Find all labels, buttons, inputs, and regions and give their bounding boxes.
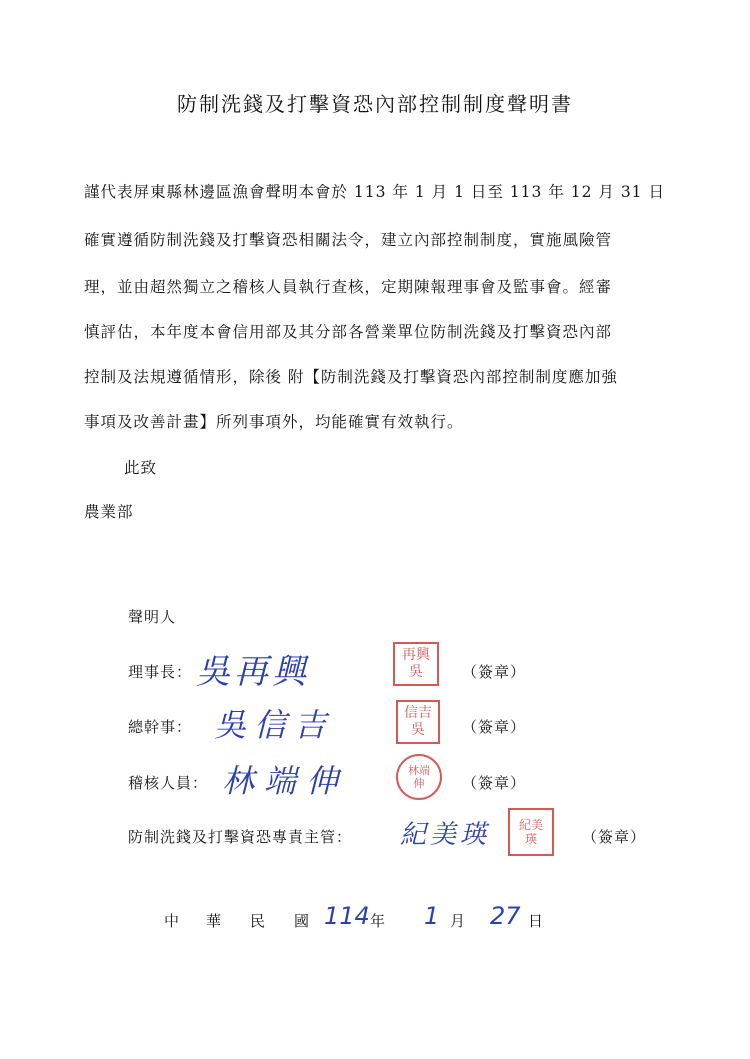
date-era-char-4: 國 xyxy=(294,912,310,930)
body-line-2: 確實遵循防制洗錢及打擊資恐相關法令，建立內部控制制度，實施風險管 xyxy=(84,231,613,249)
general-manager-seal-stamp xyxy=(396,700,440,744)
date-day-handwritten: 27 xyxy=(490,902,521,930)
general-manager-signature: 吳信吉 xyxy=(214,706,335,744)
aml-officer-label: 防制洗錢及打擊資恐專責主管： xyxy=(128,828,353,846)
body-line-3: 理，並由超然獨立之稽核人員執行查核，定期陳報理事會及監事會。經審 xyxy=(84,278,613,296)
auditor-stamp-note: （簽章） xyxy=(462,774,527,792)
body-line-1: 謹代表屏東縣林邊區漁會聲明本會於 113 年 1 月 1 日至 113 年 12 月 31 日 xyxy=(84,183,665,201)
date-year-unit: 年 xyxy=(370,912,386,930)
auditor-label: 稽核人員： xyxy=(128,774,209,792)
general-manager-label: 總幹事： xyxy=(128,718,193,736)
date-month-unit: 月 xyxy=(450,912,466,930)
body-line-6: 事項及改善計畫】所列事項外，均能確實有效執行。 xyxy=(84,413,464,431)
auditor-seal-text: 林端伸 xyxy=(408,764,430,790)
chairman-stamp-note: （簽章） xyxy=(462,663,527,681)
aml-officer-seal-text: 紀美瑛 xyxy=(518,818,543,846)
auditor-signature: 林端伸 xyxy=(222,762,349,800)
declarant-label: 聲明人 xyxy=(128,608,177,626)
document-title: 防制洗錢及打擊資恐內部控制制度聲明書 xyxy=(177,92,573,116)
general-manager-seal-text: 信吉吳 xyxy=(404,705,432,738)
date-year-handwritten: 114 xyxy=(324,902,370,930)
date-day-unit: 日 xyxy=(528,912,544,930)
chairman-signature: 吳再興 xyxy=(196,652,310,692)
body-line-4: 慎評估，本年度本會信用部及其分部各營業單位防制洗錢及打擊資恐內部 xyxy=(84,323,613,341)
date-month-handwritten: 1 xyxy=(424,902,440,930)
aml-officer-stamp-note: （簽章） xyxy=(582,828,647,846)
closing-text: 此致 xyxy=(124,459,158,477)
date-era-char-1: 中 xyxy=(164,912,180,930)
chairman-label: 理事長： xyxy=(128,663,193,681)
aml-officer-signature: 紀美瑛 xyxy=(400,820,491,850)
date-era-char-3: 民 xyxy=(250,912,266,930)
recipient-text: 農業部 xyxy=(84,503,134,521)
aml-officer-seal-stamp xyxy=(508,808,554,856)
chairman-seal-text: 再興吳 xyxy=(402,647,430,680)
chairman-seal-stamp xyxy=(393,642,439,686)
general-manager-stamp-note: （簽章） xyxy=(462,718,527,736)
body-line-5: 控制及法規遵循情形，除後 附【防制洗錢及打擊資恐內部控制制度應加強 xyxy=(84,368,618,386)
date-era-char-2: 華 xyxy=(206,912,222,930)
auditor-seal-stamp xyxy=(396,754,442,800)
